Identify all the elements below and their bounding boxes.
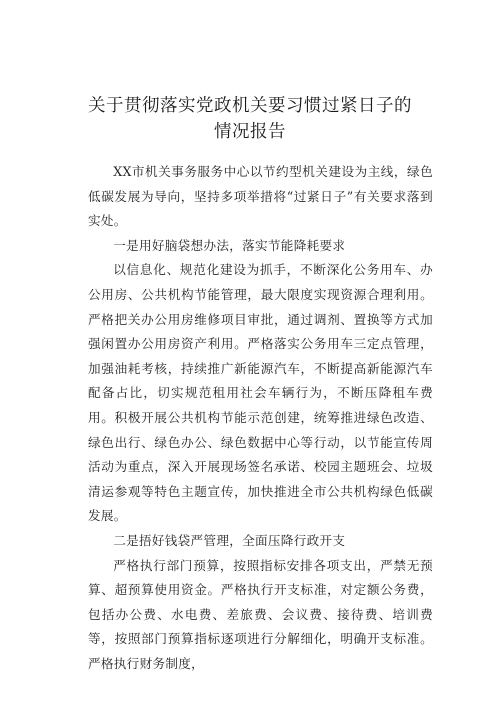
document-title-line-1: 关于贯彻落实党政机关要习惯过紧日子的 [88,96,412,116]
document-title-line-2: 情况报告 [214,122,286,142]
section-heading-1: 一是用好脑袋想办法，落实节能降耗要求 [113,237,346,253]
document-body [88,160,433,676]
intro-paragraph: XX市机关事务服务中心以节约型机关建设为主线，绿色低碳发展为导向，坚持多项举措将“过紧日子”有关要求落到实处。 [88,164,433,229]
section-2-paragraph: 严格执行部门预算，按照指标安排各项支出，严禁无预算、超预算使用资金。严格执行开支标准，对定额公务费，包括办公费、水电费、差旅费、会议费、接待费、培训费等，按照部门预算指标逐项进行分解细化，明确开支标准。严格执行财务制度， [88,557,433,671]
section-heading-2: 二是捂好钱袋严管理，全面压降行政开支 [113,532,346,548]
section-1-paragraph: 以信息化、规范化建设为抓手，不断深化公务用车、办公用房、公共机构节能管理，最大限度实现资源合理利用。严格把关办公用房维修项目审批，通过调剂、置换等方式加强闲置办公用房资产利用。严格落实公务用车三定点管理，加强油耗考核，持续推广新能源汽车，不断提高新能源汽车配备占比，切实规范租用社会车辆行为，不断压降租车费用。积极开展公共机构节能示范创建，统筹推进绿色改造、绿色出行、绿色办公、绿色数据中心等行动，以节能宣传周活动为重点，深入开展现场签名承诺、校园主题班会、垃圾清运参观等特色主题宣传，加快推进全市公共机构绿色低碳发展。 [88,262,433,524]
